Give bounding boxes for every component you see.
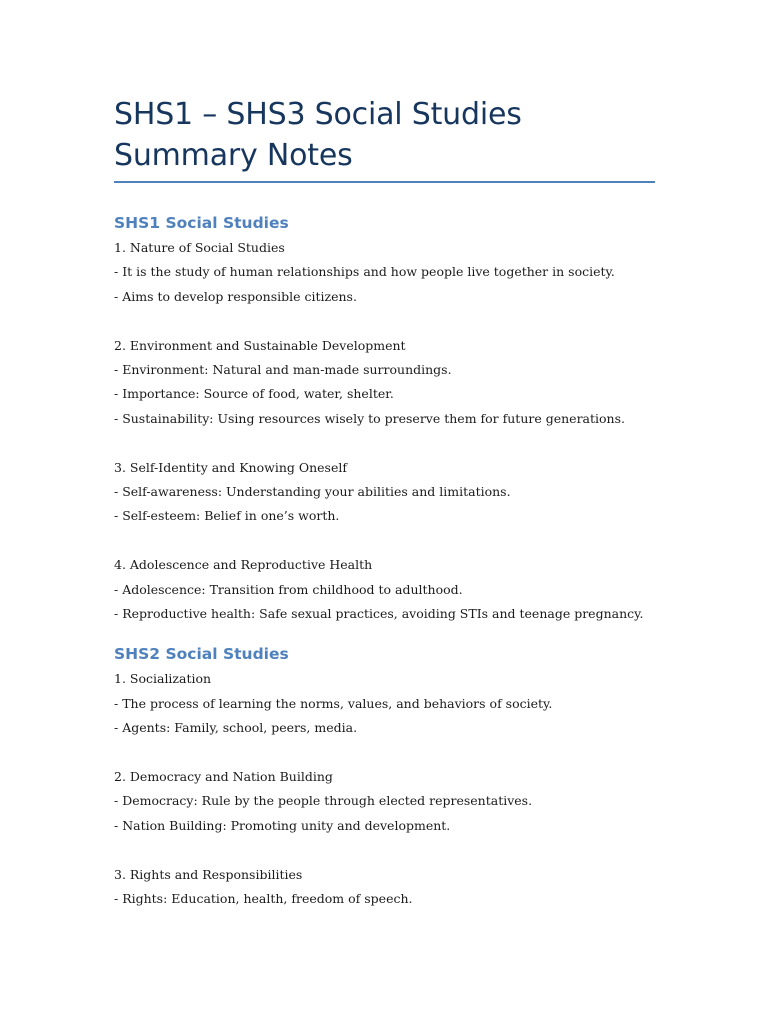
topic-point: - Environment: Natural and man-made surroundings. [114, 362, 452, 378]
paragraph-gap [114, 431, 655, 455]
section-heading: SHS1 Social Studies [114, 214, 289, 232]
topic-point: - Self-awareness: Understanding your abilities and limitations. [114, 484, 511, 500]
topic-point: - Sustainability: Using resources wisely to preserve them for future generations. [114, 410, 625, 426]
topic-point: - Adolescence: Transition from childhood to adulthood. [114, 581, 463, 597]
topic-point: - Rights: Education, health, freedom of speech. [114, 891, 413, 907]
paragraph-gap [114, 529, 655, 553]
topic-point: - Importance: Source of food, water, shelter. [114, 386, 394, 402]
topic-socialization [114, 667, 655, 740]
paragraph-gap [114, 309, 655, 333]
topic-environment [114, 334, 655, 432]
section-heading: SHS2 Social Studies [114, 645, 289, 664]
topic-title: 2. Environment and Sustainable Development [114, 337, 406, 353]
topic-self-identity [114, 456, 655, 529]
topic-point: - Aims to develop responsible citizens. [114, 288, 357, 304]
topic-title: 3. Rights and Responsibilities [114, 866, 303, 882]
section-shs1 [114, 213, 655, 626]
topic-title: 1. Nature of Social Studies [114, 240, 285, 255]
section-shs2 [114, 644, 655, 911]
topic-point: - Nation Building: Promoting unity and development. [114, 817, 451, 833]
section-gap [114, 626, 655, 644]
topic-title: 2. Democracy and Nation Building [114, 769, 333, 785]
topic-title: 3. Self-Identity and Knowing Oneself [114, 459, 347, 475]
topic-rights [114, 863, 655, 912]
topic-point: - Agents: Family, school, peers, media. [114, 720, 358, 736]
topic-point: - The process of learning the norms, values, and behaviors of society. [114, 695, 553, 711]
topic-nature-of-social-studies [114, 236, 655, 309]
topic-point: - It is the study of human relationships and how people live together in society. [114, 264, 615, 280]
topic-point: - Reproductive health: Safe sexual practices, avoiding STIs and teenage pregnancy. [114, 606, 644, 622]
document-title: SHS1 – SHS3 Social Studies Summary Notes [114, 97, 522, 173]
topic-democracy [114, 765, 655, 838]
topic-title: 4. Adolescence and Reproductive Health [114, 557, 373, 573]
topic-adolescence [114, 553, 655, 626]
document-page [114, 94, 655, 911]
title-underline [114, 181, 655, 183]
topic-point: - Democracy: Rule by the people through elected representatives. [114, 793, 533, 809]
topic-title: 1. Socialization [114, 671, 212, 687]
paragraph-gap [114, 838, 655, 862]
paragraph-gap [114, 741, 655, 765]
topic-point: - Self-esteem: Belief in one’s worth. [114, 508, 340, 524]
